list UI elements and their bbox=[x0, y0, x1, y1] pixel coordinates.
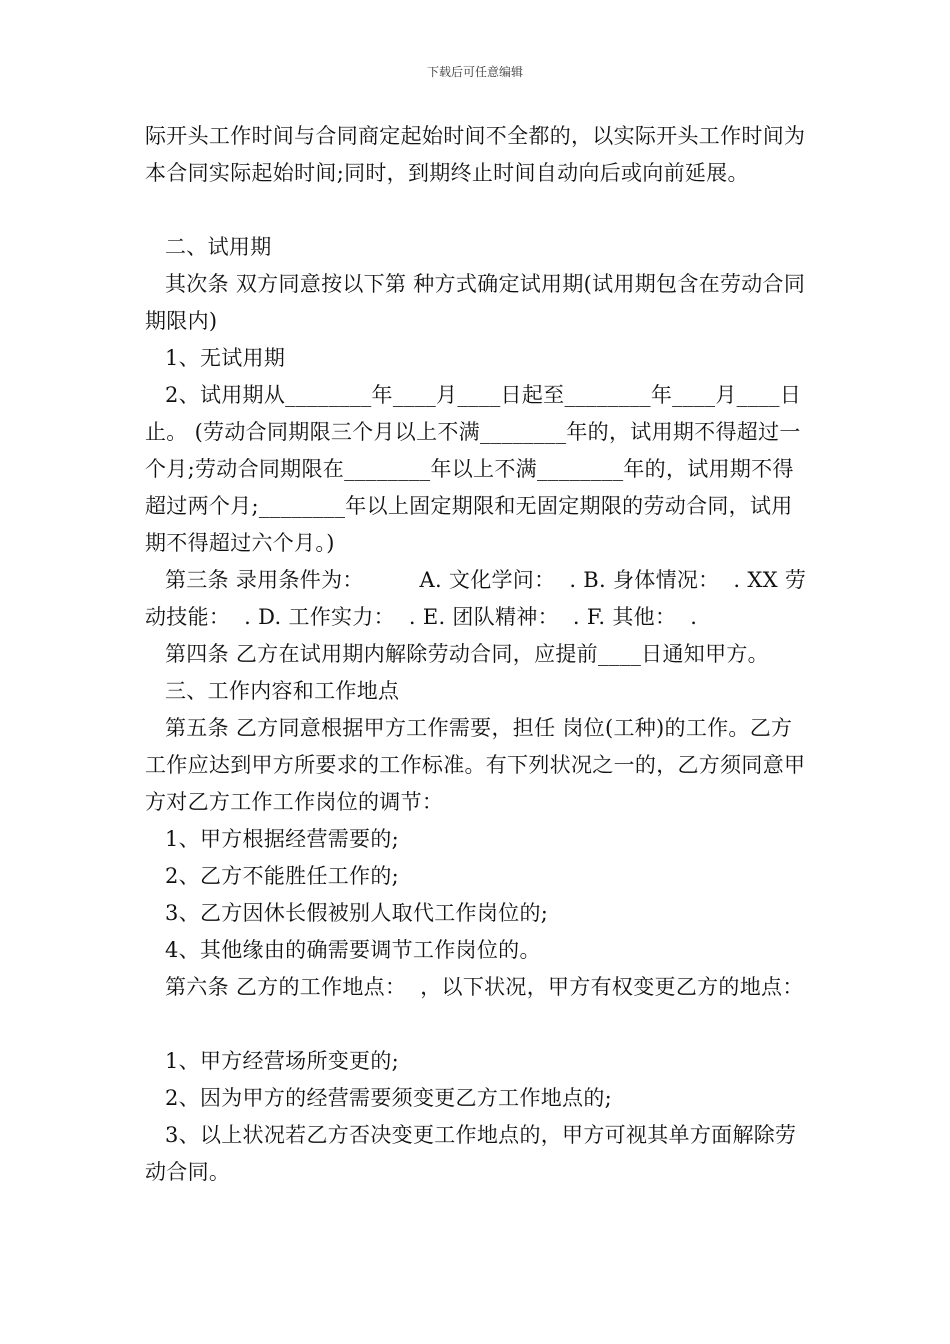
list-item: 2、乙方不能胜任工作的; bbox=[165, 864, 400, 888]
article-6: 第六条 乙方的工作地点： ，以下状况，甲方有权变更乙方的地点： bbox=[165, 975, 804, 999]
list-item: 2、因为甲方的经营需要须变更乙方工作地点的; bbox=[165, 1086, 613, 1110]
article-2: 其次条 双方同意按以下第 种方式确定试用期(试用期包含在劳动合同期限内) bbox=[145, 272, 806, 333]
article-4: 第四条 乙方在试用期内解除劳动合同，应提前____日通知甲方。 bbox=[165, 642, 769, 666]
article-3: 第三条 录用条件为： A. 文化学问： . B. 身体情况： . XX 劳动技能： . D. 工作实力： . E. 团队精神： . F. 其他： . bbox=[145, 568, 807, 629]
section-heading-work: 三、工作内容和工作地点 bbox=[165, 679, 400, 703]
list-item: 1、甲方根据经营需要的; bbox=[165, 827, 400, 851]
article-5: 第五条 乙方同意根据甲方工作需要，担任 岗位(工种)的工作。乙方工作应达到甲方所要求的工作标准。有下列状况之一的，乙方须同意甲方对乙方工作工作岗位的调节： bbox=[145, 716, 806, 814]
list-item: 1、甲方经营场所变更的; bbox=[165, 1049, 400, 1073]
section-heading-probation: 二、试用期 bbox=[165, 235, 272, 259]
list-item: 1、无试用期 bbox=[165, 346, 286, 370]
list-item: 3、以上状况若乙方否决变更工作地点的，甲方可视其单方面解除劳动合同。 bbox=[145, 1123, 797, 1184]
blank-line bbox=[145, 192, 813, 229]
page-header: 下载后可任意编辑 bbox=[426, 65, 523, 79]
paragraph-continuation: 际开头工作时间与合同商定起始时间不全都的，以实际开头工作时间为本合同实际起始时间;同时，到期终止时间自动向后或向前延展。 bbox=[145, 124, 806, 185]
list-item: 3、乙方因休长假被别人取代工作岗位的; bbox=[165, 901, 549, 925]
blank-line bbox=[145, 1006, 813, 1043]
document-body bbox=[145, 118, 813, 1191]
list-item: 4、其他缘由的确需要调节工作岗位的。 bbox=[165, 938, 541, 962]
list-item: 2、试用期从________年____月____日起至________年____月____日止。 (劳动合同期限三个月以上不满________年的，试用期不得超过一个月;劳动合同期限在________年以上不满________年的，试用期不得超过两个月;________年以上固定期限和无固定期限的劳动合同，试用期不得超过六个月。) bbox=[145, 383, 802, 555]
